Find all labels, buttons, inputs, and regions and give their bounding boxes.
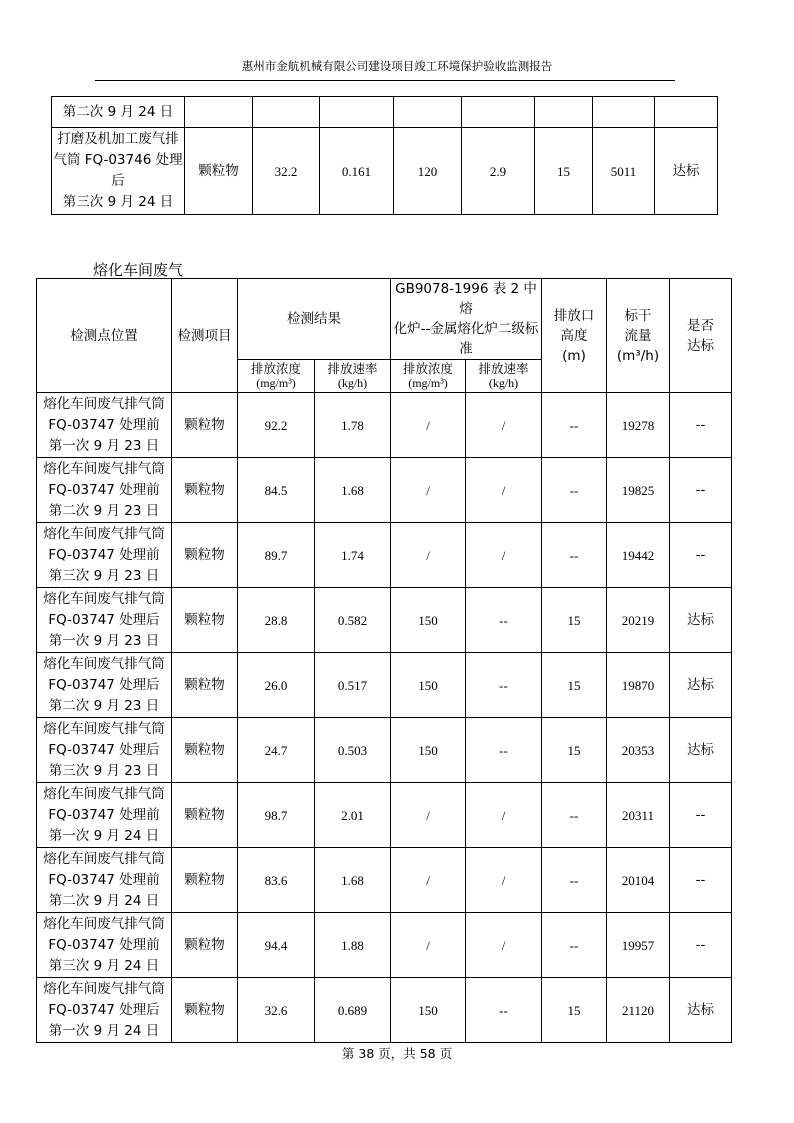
location-line: 后 bbox=[111, 173, 125, 189]
conc-cell: 94.4 bbox=[238, 913, 315, 978]
header-compliance-line: 达标 bbox=[687, 337, 714, 354]
table-body bbox=[37, 393, 732, 1043]
header-std-rate-label: 排放速率 bbox=[478, 361, 529, 376]
item-cell: 颗粒物 bbox=[185, 128, 253, 215]
conc-cell: 92.2 bbox=[238, 393, 315, 458]
std-conc-cell: 150 bbox=[391, 978, 466, 1043]
location-line: FQ-03747 处理后 bbox=[48, 741, 160, 758]
std-rate-cell: / bbox=[466, 393, 542, 458]
std-rate-cell: / bbox=[466, 913, 542, 978]
header-height-line: 高度 bbox=[560, 327, 588, 344]
location-line: FQ-03747 处理前 bbox=[48, 871, 160, 888]
location-line: 熔化车间废气排气筒 bbox=[43, 525, 165, 542]
table-row bbox=[37, 588, 732, 653]
item-cell: 颗粒物 bbox=[172, 913, 238, 978]
location-line: FQ-03747 处理前 bbox=[48, 481, 160, 498]
result-cell: 达标 bbox=[670, 653, 732, 718]
location-line: 熔化车间废气排气筒 bbox=[43, 460, 165, 477]
table-row bbox=[37, 523, 732, 588]
location-cell bbox=[37, 458, 172, 523]
empty-cell bbox=[462, 97, 535, 128]
header-item: 检测项目 bbox=[172, 279, 238, 393]
location-line: 熔化车间废气排气筒 bbox=[43, 850, 165, 867]
location-line: 第一次 9 月 23 日 bbox=[48, 437, 160, 454]
header-result-group: 检测结果 bbox=[238, 279, 391, 360]
table-row bbox=[37, 978, 732, 1043]
section-title: 熔化车间废气 bbox=[93, 261, 184, 279]
header-compliance bbox=[670, 279, 732, 393]
header-rate-label: 排放速率 bbox=[327, 361, 378, 376]
monitoring-table bbox=[36, 278, 732, 1043]
conc-cell: 83.6 bbox=[238, 848, 315, 913]
std-rate-cell: -- bbox=[466, 653, 542, 718]
location-cell bbox=[37, 718, 172, 783]
height-cell: 15 bbox=[542, 718, 607, 783]
empty-cell bbox=[655, 97, 718, 128]
location-line: FQ-03747 处理前 bbox=[48, 416, 160, 433]
item-cell: 颗粒物 bbox=[172, 393, 238, 458]
std-conc-cell: / bbox=[391, 393, 466, 458]
table-row bbox=[37, 393, 732, 458]
location-line: FQ-03747 处理后 bbox=[48, 611, 160, 628]
rate-cell: 1.68 bbox=[315, 458, 391, 523]
header-conc bbox=[238, 360, 315, 393]
location-line: 第一次 9 月 24 日 bbox=[48, 827, 160, 844]
location-line: 第二次 9 月 23 日 bbox=[48, 502, 160, 519]
continued-table bbox=[51, 96, 718, 215]
location-line: 熔化车间废气排气筒 bbox=[43, 395, 165, 412]
header-standard-line: 准 bbox=[459, 341, 473, 357]
std-conc-cell: 150 bbox=[391, 653, 466, 718]
location-line: 第二次 9 月 23 日 bbox=[48, 697, 160, 714]
empty-cell bbox=[535, 97, 593, 128]
location-line: 熔化车间废气排气筒 bbox=[43, 720, 165, 737]
header-height-line: 排放口 bbox=[553, 307, 595, 324]
std-rate-cell: -- bbox=[466, 978, 542, 1043]
std-conc-cell: / bbox=[391, 458, 466, 523]
header-flow-line: 标干 bbox=[624, 307, 652, 324]
table-row bbox=[37, 653, 732, 718]
flow-cell: 19278 bbox=[607, 393, 670, 458]
flow-cell: 21120 bbox=[607, 978, 670, 1043]
location-line: FQ-03747 处理后 bbox=[48, 676, 160, 693]
header-height-line: (m) bbox=[562, 347, 586, 364]
conc-cell: 84.5 bbox=[238, 458, 315, 523]
height-cell: 15 bbox=[542, 588, 607, 653]
rate-cell: 0.689 bbox=[315, 978, 391, 1043]
std-conc-cell: 150 bbox=[391, 718, 466, 783]
rate-cell: 1.78 bbox=[315, 393, 391, 458]
header-std-rate bbox=[466, 360, 542, 393]
conc-cell: 89.7 bbox=[238, 523, 315, 588]
location-line: FQ-03747 处理后 bbox=[48, 1001, 160, 1018]
location-line: FQ-03747 处理前 bbox=[48, 936, 160, 953]
header-std-conc bbox=[391, 360, 466, 393]
header-row bbox=[37, 279, 732, 360]
rate-cell: 0.517 bbox=[315, 653, 391, 718]
item-cell: 颗粒物 bbox=[172, 978, 238, 1043]
location-line: 熔化车间废气排气筒 bbox=[43, 980, 165, 997]
flow-cell: 19442 bbox=[607, 523, 670, 588]
location-line: FQ-03747 处理前 bbox=[48, 546, 160, 563]
height-cell: -- bbox=[542, 913, 607, 978]
header-divider bbox=[95, 80, 675, 81]
result-cell: -- bbox=[670, 848, 732, 913]
location-cell bbox=[37, 978, 172, 1043]
result-cell: 达标 bbox=[655, 128, 718, 215]
table-row bbox=[52, 128, 718, 215]
conc-cell: 98.7 bbox=[238, 783, 315, 848]
empty-cell bbox=[394, 97, 462, 128]
rate-cell: 2.01 bbox=[315, 783, 391, 848]
std-rate-cell: / bbox=[466, 523, 542, 588]
conc-cell: 24.7 bbox=[238, 718, 315, 783]
location-line: 第三次 9 月 24 日 bbox=[48, 957, 160, 974]
result-cell: 达标 bbox=[670, 588, 732, 653]
header-rate-unit: (kg/h) bbox=[337, 376, 368, 390]
std-rate-cell: / bbox=[466, 783, 542, 848]
height-cell: -- bbox=[542, 783, 607, 848]
location-line: 熔化车间废气排气筒 bbox=[43, 590, 165, 607]
location-cell bbox=[52, 128, 185, 215]
rate-cell: 1.68 bbox=[315, 848, 391, 913]
empty-cell bbox=[593, 97, 655, 128]
location-cell bbox=[37, 653, 172, 718]
location-line: 第三次 9 月 24 日 bbox=[62, 194, 174, 210]
flow-cell: 20219 bbox=[607, 588, 670, 653]
rate-cell: 0.503 bbox=[315, 718, 391, 783]
result-cell: -- bbox=[670, 913, 732, 978]
std-rate-cell: 2.9 bbox=[462, 128, 535, 215]
location-cell bbox=[37, 913, 172, 978]
item-cell: 颗粒物 bbox=[172, 718, 238, 783]
item-cell: 颗粒物 bbox=[172, 848, 238, 913]
location-cell bbox=[37, 783, 172, 848]
std-conc-cell: 120 bbox=[394, 128, 462, 215]
header-conc-unit: (mg/m³) bbox=[256, 376, 296, 390]
header-rate bbox=[315, 360, 391, 393]
table-row bbox=[37, 458, 732, 523]
location-line: 熔化车间废气排气筒 bbox=[43, 785, 165, 802]
item-cell: 颗粒物 bbox=[172, 458, 238, 523]
std-rate-cell: -- bbox=[466, 588, 542, 653]
rate-cell: 0.582 bbox=[315, 588, 391, 653]
location-cell bbox=[37, 523, 172, 588]
header-height bbox=[542, 279, 607, 393]
report-header-title: 惠州市金航机械有限公司建设项目竣工环境保护验收监测报告 bbox=[241, 59, 553, 73]
conc-cell: 26.0 bbox=[238, 653, 315, 718]
conc-cell: 28.8 bbox=[238, 588, 315, 653]
location-line: 第二次 9 月 24 日 bbox=[48, 892, 160, 909]
flow-cell: 20311 bbox=[607, 783, 670, 848]
table-row bbox=[37, 913, 732, 978]
conc-cell: 32.6 bbox=[238, 978, 315, 1043]
location-line: 打磨及机加工废气排 bbox=[57, 131, 179, 147]
empty-cell bbox=[185, 97, 253, 128]
std-rate-cell: -- bbox=[466, 718, 542, 783]
location-line: 熔化车间废气排气筒 bbox=[43, 915, 165, 932]
flow-cell: 19825 bbox=[607, 458, 670, 523]
std-conc-cell: / bbox=[391, 523, 466, 588]
location-cell bbox=[37, 588, 172, 653]
result-cell: 达标 bbox=[670, 978, 732, 1043]
location-line: 气筒 FQ-03746 处理 bbox=[53, 152, 183, 168]
std-rate-cell: / bbox=[466, 458, 542, 523]
location-line: 熔化车间废气排气筒 bbox=[43, 655, 165, 672]
flow-cell: 20104 bbox=[607, 848, 670, 913]
location-line: FQ-03747 处理前 bbox=[48, 806, 160, 823]
header-std-conc-unit: (mg/m³) bbox=[408, 376, 448, 390]
location-line: 第三次 9 月 23 日 bbox=[48, 762, 160, 779]
location-line: 第一次 9 月 23 日 bbox=[48, 632, 160, 649]
std-conc-cell: 150 bbox=[391, 588, 466, 653]
result-cell: -- bbox=[670, 458, 732, 523]
header-flow bbox=[607, 279, 670, 393]
result-cell: -- bbox=[670, 523, 732, 588]
header-compliance-line: 是否 bbox=[687, 317, 714, 334]
page-footer: 第 38 页，共 58 页 bbox=[341, 1046, 453, 1061]
location-cell bbox=[37, 848, 172, 913]
height-cell: 15 bbox=[535, 128, 593, 215]
flow-cell: 5011 bbox=[593, 128, 655, 215]
std-conc-cell: / bbox=[391, 783, 466, 848]
result-cell: 达标 bbox=[670, 718, 732, 783]
table-row bbox=[37, 848, 732, 913]
height-cell: -- bbox=[542, 523, 607, 588]
header-flow-line: (m³/h) bbox=[616, 347, 660, 364]
height-cell: 15 bbox=[542, 653, 607, 718]
result-cell: -- bbox=[670, 393, 732, 458]
table-row bbox=[37, 718, 732, 783]
std-conc-cell: / bbox=[391, 848, 466, 913]
empty-cell bbox=[253, 97, 320, 128]
location-cell bbox=[37, 393, 172, 458]
header-standard-line: GB9078-1996 表 2 中熔 bbox=[395, 281, 537, 317]
empty-cell bbox=[320, 97, 394, 128]
rate-cell: 1.88 bbox=[315, 913, 391, 978]
item-cell: 颗粒物 bbox=[172, 783, 238, 848]
location-cell: 第二次 9 月 24 日 bbox=[52, 97, 185, 128]
rate-cell: 0.161 bbox=[320, 128, 394, 215]
result-cell: -- bbox=[670, 783, 732, 848]
height-cell: 15 bbox=[542, 978, 607, 1043]
height-cell: -- bbox=[542, 393, 607, 458]
header-conc-label: 排放浓度 bbox=[250, 361, 301, 376]
header-std-rate-unit: (kg/h) bbox=[488, 376, 519, 390]
header-std-conc-label: 排放浓度 bbox=[402, 361, 453, 376]
location-line: 第三次 9 月 23 日 bbox=[48, 567, 160, 584]
table-row bbox=[37, 783, 732, 848]
std-rate-cell: / bbox=[466, 848, 542, 913]
conc-cell: 32.2 bbox=[253, 128, 320, 215]
header-standard-line: 化炉--金属熔化炉二级标 bbox=[393, 321, 539, 337]
header-standard-group bbox=[391, 279, 542, 360]
header-location: 检测点位置 bbox=[37, 279, 172, 393]
header-flow-line: 流量 bbox=[624, 327, 652, 344]
item-cell: 颗粒物 bbox=[172, 523, 238, 588]
std-conc-cell: / bbox=[391, 913, 466, 978]
flow-cell: 20353 bbox=[607, 718, 670, 783]
table-row bbox=[52, 97, 718, 128]
item-cell: 颗粒物 bbox=[172, 653, 238, 718]
item-cell: 颗粒物 bbox=[172, 588, 238, 653]
flow-cell: 19957 bbox=[607, 913, 670, 978]
height-cell: -- bbox=[542, 848, 607, 913]
height-cell: -- bbox=[542, 458, 607, 523]
flow-cell: 19870 bbox=[607, 653, 670, 718]
rate-cell: 1.74 bbox=[315, 523, 391, 588]
location-line: 第一次 9 月 24 日 bbox=[48, 1022, 160, 1039]
